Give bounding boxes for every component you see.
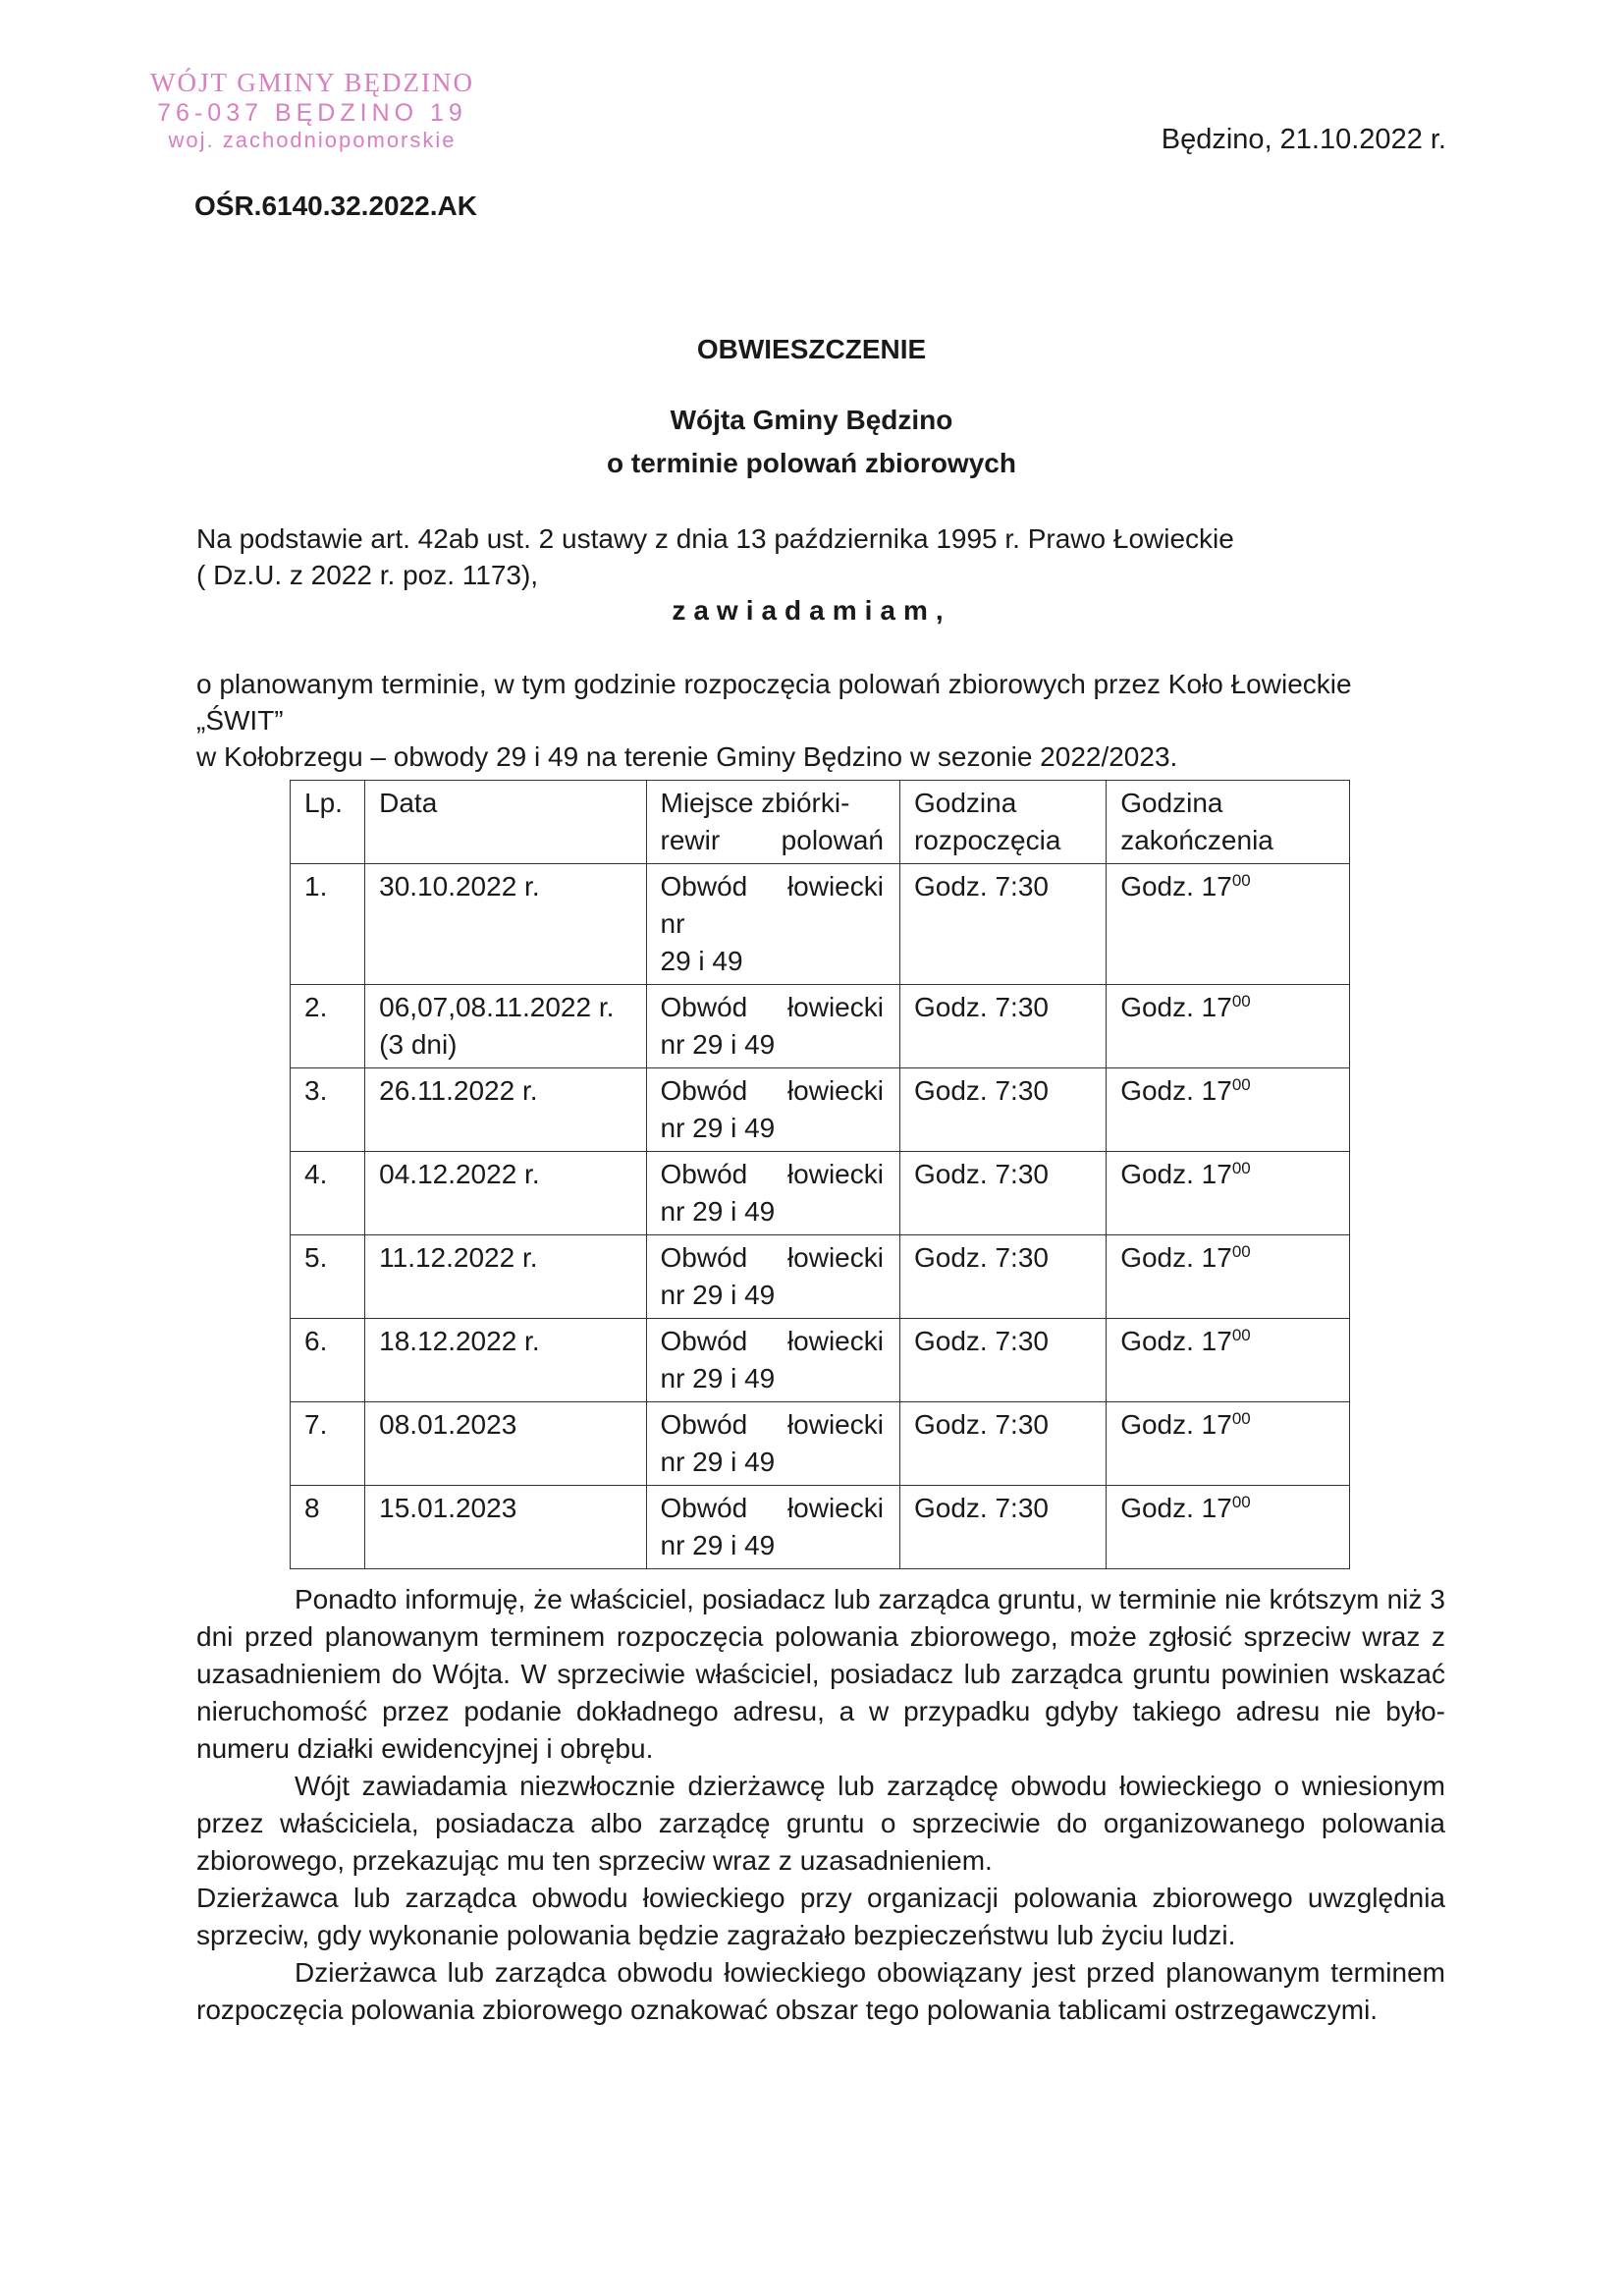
row-end-time: [1107, 1486, 1350, 1569]
place-line: nr 29 i 49: [660, 1113, 776, 1143]
place-line: Obwód łowiecki: [660, 1326, 884, 1356]
place-line: nr 29 i 49: [660, 1447, 776, 1477]
row-date: 04.12.2022 r.: [365, 1152, 646, 1235]
row-end-time: [1107, 1152, 1350, 1235]
header-end-time: Godzina zakończenia: [1107, 781, 1350, 864]
row-date: 15.01.2023: [365, 1486, 646, 1569]
place-line: Obwód łowiecki: [660, 1493, 884, 1523]
row-place: [646, 1235, 899, 1319]
body-paragraph: Ponadto informuję, że właściciel, posiadacz lub zarządca gruntu, w terminie nie krótszym niż 3 dni przed planowanym terminem rozpoczęcia polowania zbiorowego, może zgłosić sprzeciw wraz z uzasadnieniem do Wójta. W sprzeciwie właściciel, posiadacz lub zarządca gruntu powinien wskazać nieruchomość przez podanie dokładnego adresu, a w przypadku gdyby takiego adresu nie było- numeru działki ewidencyjnej i obrębu.: [196, 1584, 1445, 1764]
row-lp: 6.: [291, 1319, 365, 1402]
legal-basis-line: ( Dz.U. z 2022 r. poz. 1173),: [196, 560, 539, 590]
place-line: Obwód łowiecki: [660, 1409, 884, 1440]
place-line: Obwód łowiecki: [660, 1075, 884, 1106]
row-start-time: Godz. 7:30: [899, 864, 1106, 985]
announcement-word: zawiadamiam,: [672, 595, 951, 626]
row-start-time: Godz. 7:30: [899, 1235, 1106, 1319]
row-place: [646, 1152, 899, 1235]
end-hour: Godz. 17: [1120, 1326, 1232, 1356]
header-place: Miejsce zbiórki- rewir polowań: [646, 781, 899, 864]
row-lp: 5.: [291, 1235, 365, 1319]
end-minutes: 00: [1231, 1493, 1251, 1511]
end-minutes: 00: [1231, 1159, 1251, 1177]
row-start-time: Godz. 7:30: [899, 1068, 1106, 1152]
table-row: [291, 864, 1350, 985]
table-row: [291, 1235, 1350, 1319]
row-place: [646, 985, 899, 1068]
header-date: Data: [365, 781, 646, 864]
stamp-title: WÓJT GMINY BĘDZINO: [150, 68, 474, 97]
row-end-time: [1107, 1068, 1350, 1152]
place-line: nr 29 i 49: [660, 1530, 776, 1560]
place-line: nr 29 i 49: [660, 1029, 776, 1060]
row-date: 08.01.2023: [365, 1402, 646, 1486]
row-start-time: Godz. 7:30: [899, 1402, 1106, 1486]
row-end-time: [1107, 1402, 1350, 1486]
notice-body: [196, 1581, 1445, 2029]
end-hour: Godz. 17: [1120, 1409, 1232, 1440]
end-minutes: 00: [1231, 992, 1251, 1011]
stamp-region: woj. zachodniopomorskie: [168, 128, 457, 153]
row-start-time: Godz. 7:30: [899, 985, 1106, 1068]
row-lp: 2.: [291, 985, 365, 1068]
row-start-time: Godz. 7:30: [899, 1486, 1106, 1569]
date-line: 06,07,08.11.2022 r.: [379, 992, 615, 1022]
row-end-time: [1107, 1235, 1350, 1319]
document-subheading-author: Wójta Gminy Będzino: [670, 405, 953, 435]
body-paragraph: Dzierżawca lub zarządca obwodu łowieckiego obowiązany jest przed planowanym terminem rozpoczęcia polowania zbiorowego oznakować obszar tego polowania tablicami ostrzegawczymi.: [196, 1957, 1445, 2025]
table-row: [291, 1152, 1350, 1235]
end-hour: Godz. 17: [1120, 1242, 1232, 1273]
row-end-time: [1107, 1319, 1350, 1402]
end-minutes: 00: [1231, 871, 1251, 890]
table-header-row: [291, 781, 1350, 864]
document-subheading-topic: o terminie polowań zbiorowych: [607, 448, 1016, 478]
body-paragraph: Wójt zawiadamia niezwłocznie dzierżawcę lub zarządcę obwodu łowieckiego o wniesionym przez właściciela, posiadacza albo zarządcę gruntu o sprzeciwie do organizowanego polowania zbiorowego, przekazując mu ten sprzeciw wraz z uzasadnieniem.: [196, 1771, 1445, 1876]
end-hour: Godz. 17: [1120, 1159, 1232, 1189]
end-minutes: 00: [1231, 1242, 1251, 1261]
announcement-text: [196, 666, 1434, 775]
place-line: 29 i 49: [660, 946, 743, 976]
official-stamp: [126, 67, 499, 154]
legal-basis-line: Na podstawie art. 42ab ust. 2 ustawy z dnia 13 października 1995 r. Prawo Łowieckie: [196, 523, 1234, 554]
legal-basis: [196, 520, 1434, 593]
place-line: nr 29 i 49: [660, 1363, 776, 1394]
row-place: [646, 864, 899, 985]
row-lp: 7.: [291, 1402, 365, 1486]
table-row: [291, 1319, 1350, 1402]
row-end-time: [1107, 864, 1350, 985]
place-line: Obwód łowiecki: [660, 1159, 884, 1189]
end-hour: Godz. 17: [1120, 1075, 1232, 1106]
header-lp: Lp.: [291, 781, 365, 864]
header-start-time: Godzina rozpoczęcia: [899, 781, 1106, 864]
table-row: [291, 1402, 1350, 1486]
row-lp: 4.: [291, 1152, 365, 1235]
row-place: [646, 1486, 899, 1569]
end-hour: Godz. 17: [1120, 992, 1232, 1022]
row-lp: 8: [291, 1486, 365, 1569]
row-date: 18.12.2022 r.: [365, 1319, 646, 1402]
table-row: [291, 1486, 1350, 1569]
body-paragraph: Dzierżawca lub zarządca obwodu łowieckiego przy organizacji polowania zbiorowego uwzględnia sprzeciw, gdy wykonanie polowania będzie zagrażało bezpieczeństwu lub życiu ludzi.: [196, 1883, 1445, 1950]
row-lp: 1.: [291, 864, 365, 985]
row-lp: 3.: [291, 1068, 365, 1152]
end-hour: Godz. 17: [1120, 1493, 1232, 1523]
table-row: [291, 985, 1350, 1068]
place-line: nr 29 i 49: [660, 1280, 776, 1310]
row-date: 30.10.2022 r.: [365, 864, 646, 985]
place-line: Obwód łowiecki: [660, 871, 884, 902]
place-line: Obwód łowiecki: [660, 1242, 884, 1273]
row-start-time: Godz. 7:30: [899, 1152, 1106, 1235]
row-start-time: Godz. 7:30: [899, 1319, 1106, 1402]
date-note: (3 dni): [379, 1029, 458, 1060]
document-heading: OBWIESZCZENIE: [696, 334, 927, 364]
table-row: [291, 1068, 1350, 1152]
place-line: nr: [660, 908, 685, 939]
announcement-line: o planowanym terminie, w tym godzinie rozpoczęcia polowań zbiorowych przez Koło Łowieckie „ŚWIT”: [196, 669, 1352, 736]
row-end-time: [1107, 985, 1350, 1068]
place-line: Obwód łowiecki: [660, 992, 884, 1022]
row-place: [646, 1068, 899, 1152]
row-place: [646, 1402, 899, 1486]
end-minutes: 00: [1231, 1326, 1251, 1344]
place-line: nr 29 i 49: [660, 1196, 776, 1227]
end-hour: Godz. 17: [1120, 871, 1232, 902]
hunting-schedule-table: [290, 780, 1350, 1569]
end-minutes: 00: [1231, 1409, 1251, 1428]
row-place: [646, 1319, 899, 1402]
end-minutes: 00: [1231, 1075, 1251, 1094]
reference-number: OŚR.6140.32.2022.AK: [194, 191, 477, 221]
stamp-address: 76-037 BĘDZINO 19: [157, 99, 467, 128]
announcement-line: w Kołobrzegu – obwody 29 i 49 na terenie Gminy Będzino w sezonie 2022/2023.: [196, 741, 1178, 772]
row-date: [365, 985, 646, 1068]
row-date: 26.11.2022 r.: [365, 1068, 646, 1152]
row-date: 11.12.2022 r.: [365, 1235, 646, 1319]
document-date: Będzino, 21.10.2022 r.: [1161, 124, 1446, 155]
